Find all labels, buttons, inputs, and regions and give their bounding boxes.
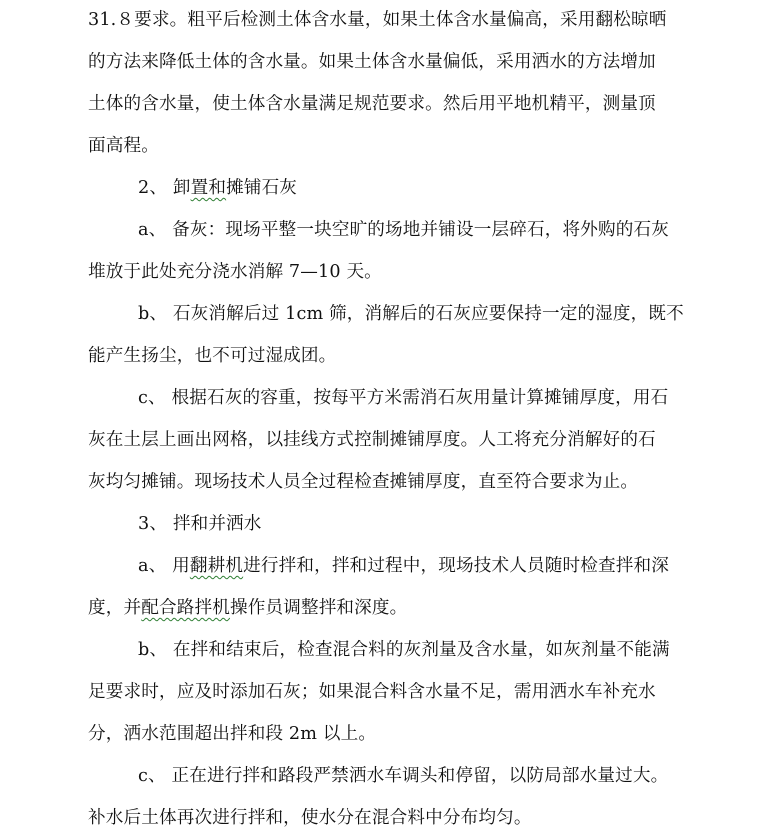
spellcheck-underlined-text: 配合路拌机 <box>141 598 230 618</box>
text-run: 3、 拌和并洒水 <box>138 514 262 534</box>
paragraph-line-20 <box>88 807 532 829</box>
text-run: 摊铺石灰 <box>226 178 298 198</box>
paragraph-line-19 <box>138 765 692 787</box>
spellcheck-underlined-text: 置和 <box>190 178 227 198</box>
paragraph-line-16 <box>138 639 692 661</box>
text-run: 补水后土体再次进行拌和，使水分在混合料中分布均匀。 <box>88 808 532 828</box>
text-run: b、 石灰消解后过 1cm 筛，消解后的石灰应要保持一定的湿度，既不 <box>138 304 684 324</box>
paragraph-line-14 <box>138 555 692 577</box>
paragraph-line-8 <box>138 303 692 325</box>
paragraph-line-1 <box>88 9 692 31</box>
paragraph-line-2 <box>88 51 692 73</box>
paragraph-line-7 <box>88 261 382 283</box>
text-run: c、 正在进行拌和路段严禁洒水车调头和停留，以防局部水量过大。 <box>138 766 669 786</box>
section-heading-2 <box>138 177 297 199</box>
text-run: 的方法来降低土体的含水量。如果土体含水量偏低，采用洒水的方法增加 <box>88 52 656 72</box>
text-run: 度，并 <box>88 598 142 618</box>
paragraph-line-10 <box>138 387 692 409</box>
paragraph-line-11 <box>88 429 692 451</box>
paragraph-line-17 <box>88 681 692 703</box>
text-run: 进行拌和，拌和过程中，现场技术人员随时检查拌和深 <box>243 556 669 576</box>
text-run: 土体的含水量，使土体含水量满足规范要求。然后用平地机精平，测量顶 <box>88 94 656 114</box>
text-run: 堆放于此处充分浇水消解 7—10 天。 <box>88 262 382 282</box>
text-run: a、 备灰：现场平整一块空旷的场地并铺设一层碎石，将外购的石灰 <box>138 220 669 240</box>
paragraph-line-15 <box>88 597 407 619</box>
text-run: 操作员调整拌和深度。 <box>229 598 408 618</box>
text-run: 灰均匀摊铺。现场技术人员全过程检查摊铺厚度，直至符合要求为止。 <box>88 472 639 492</box>
paragraph-line-3 <box>88 93 692 115</box>
paragraph-line-6 <box>138 219 692 241</box>
text-run: 灰在土层上画出网格，以挂线方式控制摊铺厚度。人工将充分消解好的石 <box>88 430 656 450</box>
spellcheck-underlined-text: 翻耕机 <box>189 556 244 576</box>
text-run: 足要求时，应及时添加石灰；如果混合料含水量不足，需用洒水车补充水 <box>88 682 656 702</box>
text-run: 分，洒水范围超出拌和段 2m 以上。 <box>88 724 377 744</box>
text-run: c、 根据石灰的容重，按每平方米需消石灰用量计算摊铺厚度，用石 <box>138 388 669 408</box>
section-heading-3 <box>138 513 262 535</box>
text-run: a、 用 <box>138 556 190 576</box>
paragraph-line-4 <box>88 135 159 157</box>
text-run: 2、 卸 <box>138 178 191 198</box>
text-run: 面高程。 <box>88 136 159 156</box>
text-run: 31.８要求。粗平后检测土体含水量，如果土体含水量偏高，采用翻松晾晒 <box>88 10 667 30</box>
paragraph-line-12 <box>88 471 638 493</box>
paragraph-line-18 <box>88 723 376 745</box>
text-run: b、 在拌和结束后，检查混合料的灰剂量及含水量，如灰剂量不能满 <box>138 640 670 660</box>
paragraph-line-9 <box>88 345 336 367</box>
text-run: 能产生扬尘，也不可过湿成团。 <box>88 346 337 366</box>
